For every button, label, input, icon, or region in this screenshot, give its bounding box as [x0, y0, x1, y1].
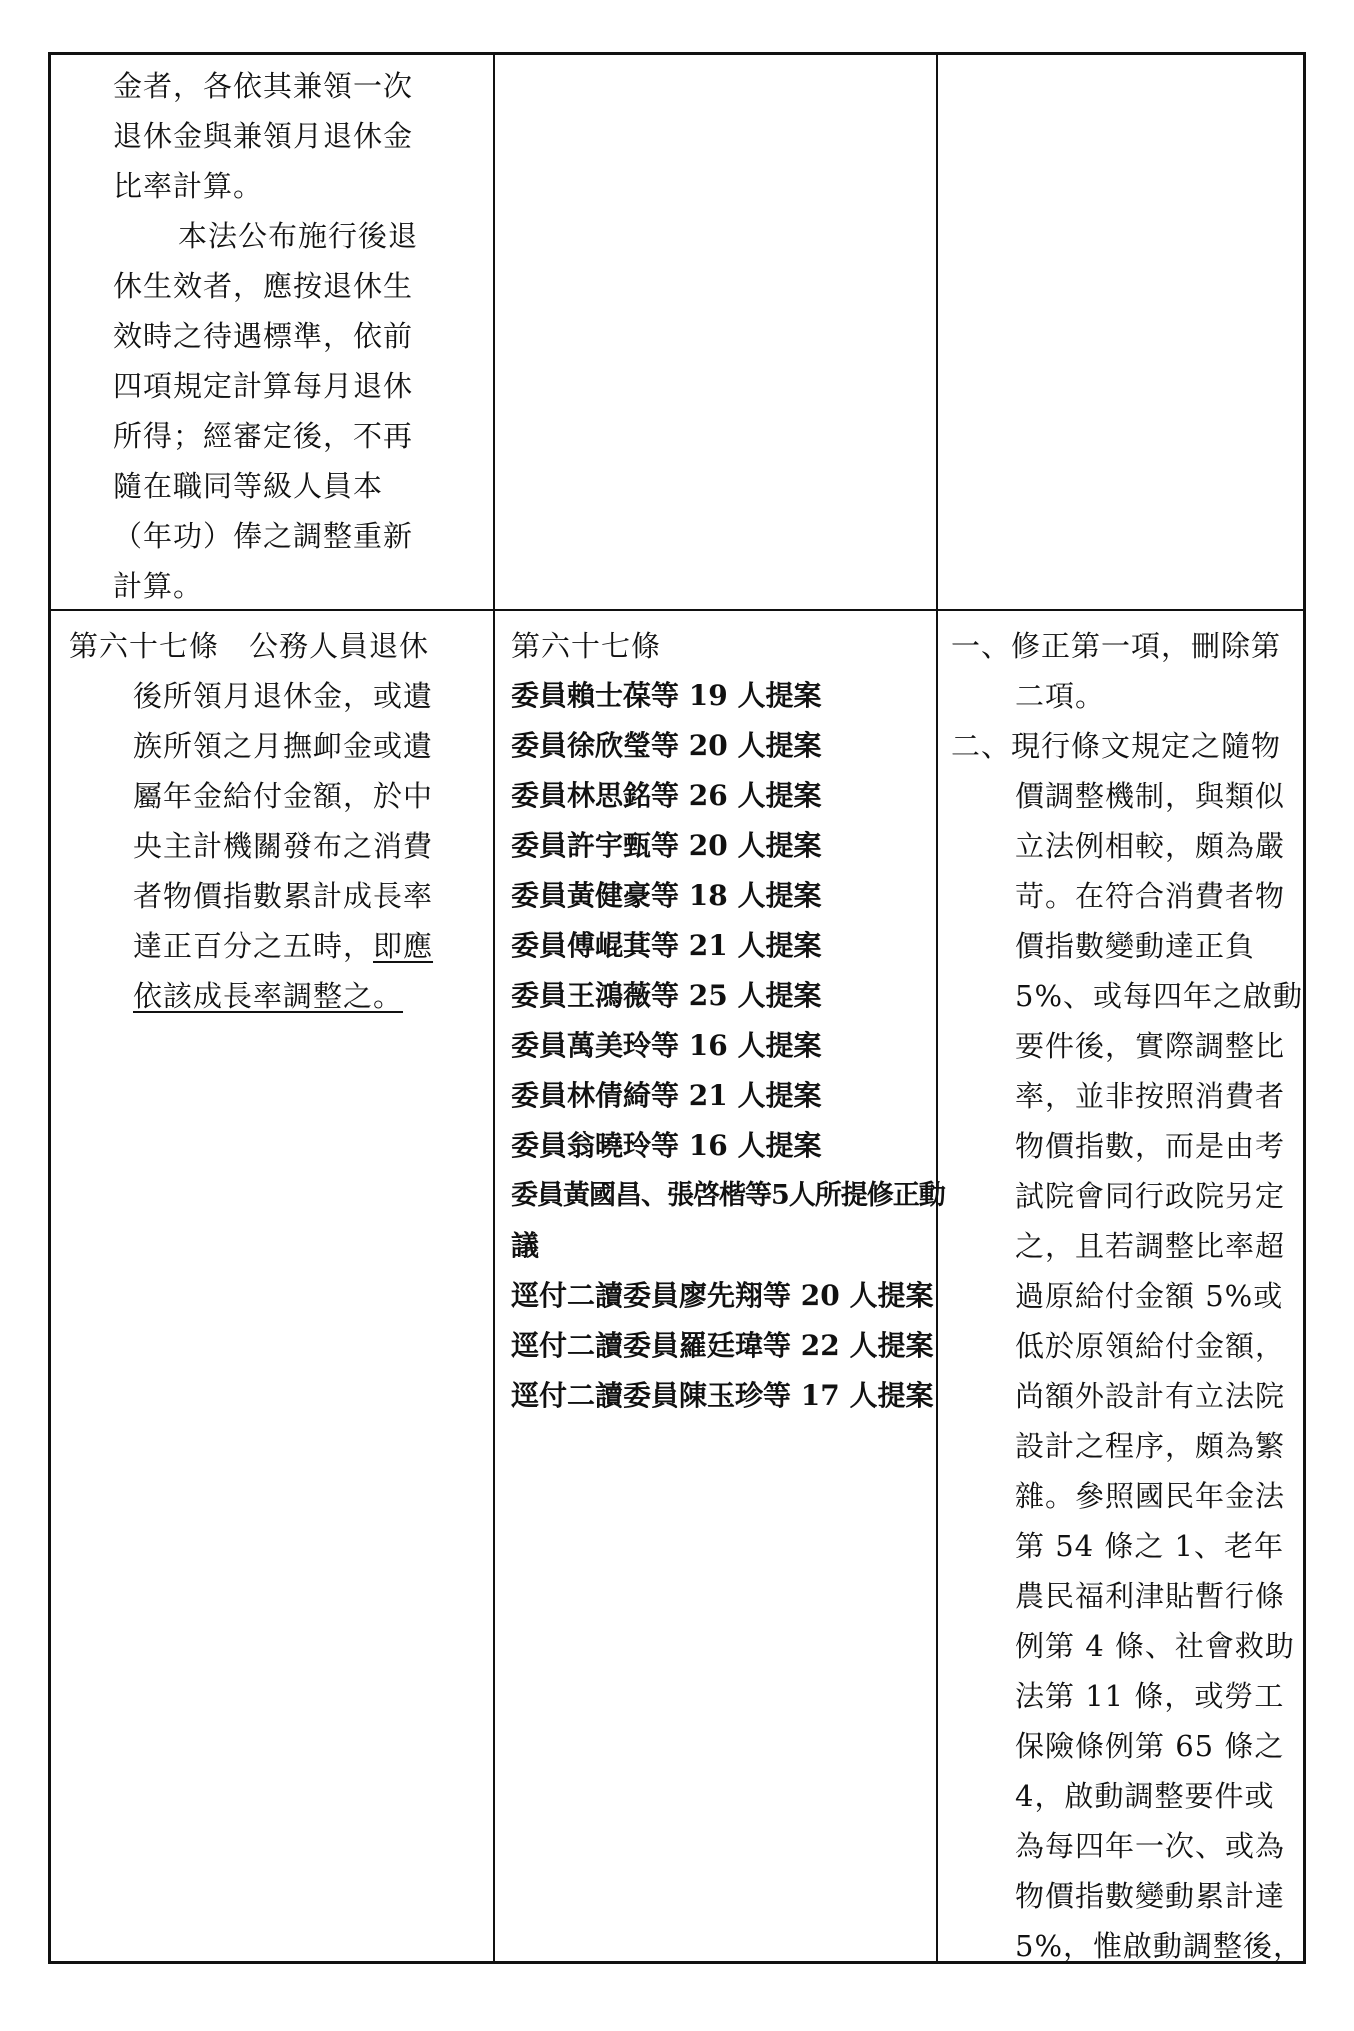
explanation-line — [951, 621, 1301, 671]
text-line: 退休金與兼領月退休金 — [113, 119, 414, 153]
explanation-line: 物價指數變動累計達 — [1015, 1879, 1286, 1913]
underlined-text: 即應 — [373, 929, 434, 963]
proposal-item: 委員林思銘等 26 人提案 — [511, 779, 822, 812]
proposal-item: 委員徐欣瑩等 20 人提案 — [511, 729, 822, 762]
explanation-line: 率，並非按照消費者 — [1015, 1079, 1286, 1113]
proposal-item: 委員黃健豪等 18 人提案 — [511, 879, 822, 912]
explanation-line: 5%、或每四年之啟動 — [1015, 979, 1304, 1013]
explanation-line: 4，啟動調整要件或 — [1015, 1779, 1275, 1813]
text-line: 者物價指數累計成長率 — [133, 879, 434, 913]
explanation-line: 保險條例第 65 條之 — [1015, 1729, 1285, 1763]
item-number: 二、 — [951, 729, 1012, 763]
proposal-item: 委員許宇甄等 20 人提案 — [511, 829, 822, 862]
article-heading: 第六十七條 — [511, 629, 662, 663]
text-line: 後所領月退休金，或遺 — [133, 679, 434, 713]
explanation-line: 雜。參照國民年金法 — [1015, 1479, 1286, 1513]
text-segment: 現行條文規定之隨物 — [1011, 729, 1282, 763]
explanation-line: 價指數變動達正負 — [1015, 929, 1256, 963]
explanation-line: 5%，惟啟動調整後， — [1015, 1929, 1304, 1963]
text-line — [69, 971, 489, 1021]
proposal-item: 委員林倩綺等 21 人提案 — [511, 1079, 822, 1112]
text-line: 休生效者，應按退休生 — [113, 269, 414, 303]
text-line: 金者，各依其兼領一次 — [113, 69, 414, 103]
underlined-text: 依該成長率調整之。 — [133, 979, 404, 1013]
text-line: 四項規定計算每月退休 — [113, 369, 414, 403]
text-line: 計算。 — [113, 569, 204, 603]
explanation-line: 過原給付金額 5%或 — [1015, 1279, 1284, 1313]
text-line: 屬年金給付金額，於中 — [133, 779, 434, 813]
column-divider — [936, 55, 938, 1961]
explanation-line: 要件後，實際調整比 — [1015, 1029, 1286, 1063]
explanation-line: 物價指數，而是由考 — [1015, 1129, 1286, 1163]
explanation-line: 農民福利津貼暫行條 — [1015, 1579, 1286, 1613]
column-divider — [493, 55, 495, 1961]
explanation-line: 二項。 — [1015, 679, 1106, 713]
proposal-item: 議 — [511, 1229, 540, 1262]
proposal-item: 委員黃國昌、張啓楷等5人所提修正動 — [511, 1180, 945, 1211]
explanation-line: 尚額外設計有立法院 — [1015, 1379, 1286, 1413]
explanation-line: 為每四年一次、或為 — [1015, 1829, 1286, 1863]
text-line: （年功）俸之調整重新 — [113, 519, 414, 553]
row2-current-article-cell — [69, 621, 489, 1021]
row2-explanation-cell — [951, 621, 1304, 1971]
explanation-line: 試院會同行政院另定 — [1015, 1179, 1286, 1213]
text-line: 所得；經審定後，不再 — [113, 419, 414, 453]
proposal-item: 委員賴士葆等 19 人提案 — [511, 679, 822, 712]
explanation-line: 設計之程序，頗為繁 — [1015, 1429, 1286, 1463]
explanation-line: 法第 11 條，或勞工 — [1015, 1679, 1285, 1713]
explanation-line: 例第 4 條、社會救助 — [1015, 1629, 1295, 1663]
proposal-item: 逕付二讀委員廖先翔等 20 人提案 — [511, 1279, 934, 1312]
explanation-line: 立法例相較，頗為嚴 — [1015, 829, 1286, 863]
proposal-item: 逕付二讀委員羅廷瑋等 22 人提案 — [511, 1329, 934, 1362]
text-line: 比率計算。 — [113, 169, 264, 203]
comparison-table — [48, 52, 1306, 1964]
proposal-item: 委員王鴻薇等 25 人提案 — [511, 979, 822, 1012]
item-number: 一、 — [951, 629, 1012, 663]
text-segment: 達正百分之五時， — [133, 929, 374, 963]
text-line — [69, 921, 489, 971]
explanation-line: 苛。在符合消費者物 — [1015, 879, 1286, 913]
explanation-line — [951, 721, 1301, 771]
explanation-line: 第 54 條之 1、老年 — [1015, 1529, 1285, 1563]
text-line: 本法公布施行後退 — [178, 219, 419, 253]
proposal-item: 委員萬美玲等 16 人提案 — [511, 1029, 822, 1062]
explanation-line: 價調整機制，與類似 — [1015, 779, 1286, 813]
proposal-item: 委員翁曉玲等 16 人提案 — [511, 1129, 822, 1162]
row2-proposals-cell — [511, 621, 945, 1421]
explanation-line: 低於原領給付金額， — [1015, 1329, 1286, 1363]
article-heading: 第六十七條 公務人員退休 — [69, 629, 430, 663]
text-segment: 修正第一項，刪除第 — [1011, 629, 1282, 663]
text-line: 效時之待遇標準，依前 — [113, 319, 414, 353]
row1-current-text-cell — [63, 61, 483, 611]
text-line: 隨在職同等級人員本 — [113, 469, 384, 503]
text-line: 央主計機關發布之消費 — [133, 829, 434, 863]
explanation-line: 之，且若調整比率超 — [1015, 1229, 1286, 1263]
proposal-item: 委員傅崐萁等 21 人提案 — [511, 929, 822, 962]
proposal-item: 逕付二讀委員陳玉珍等 17 人提案 — [511, 1379, 934, 1412]
text-line: 族所領之月撫卹金或遺 — [133, 729, 434, 763]
